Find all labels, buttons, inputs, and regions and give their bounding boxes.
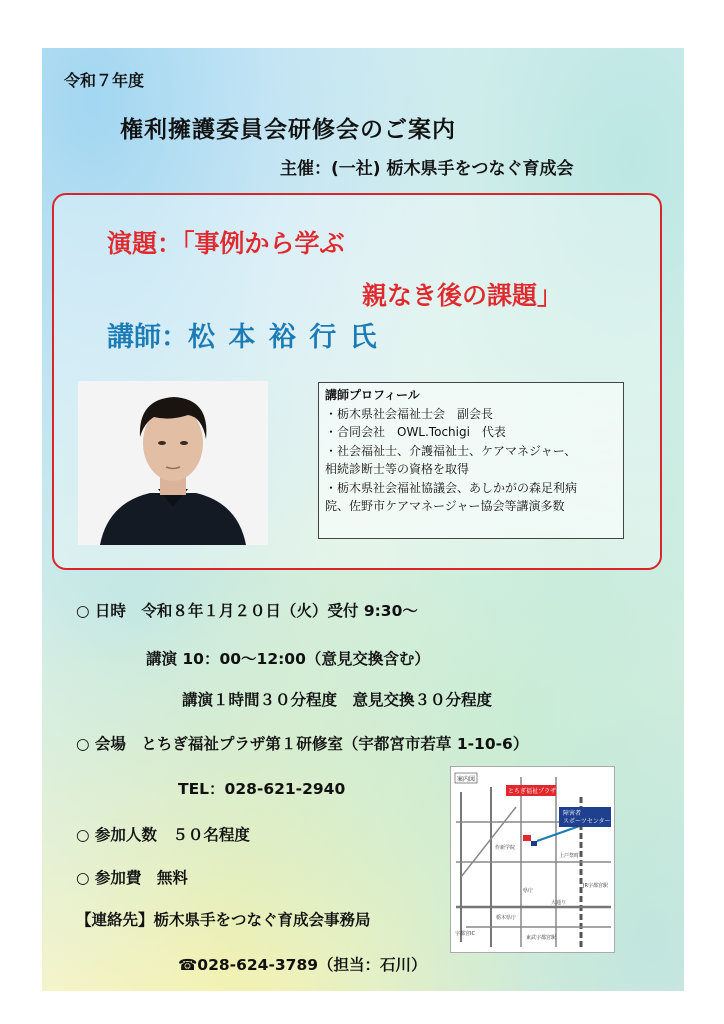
lecturer-photo [78,381,268,545]
map-landmark: 大通り [551,900,567,906]
topic-line-1 [107,224,345,260]
topic-text-1: 「事例から学ぶ [182,229,345,258]
event-date: ○ 日時 令和８年１月２０日（火）受付 9:30～ [76,602,418,620]
map-landmark: 作新学院 [495,845,516,851]
venue-map [450,766,615,953]
lecturer-profile [318,382,624,539]
venue-phone: TEL：028-621-2940 [178,780,346,798]
map-plaza-label: とちぎ福祉プラザ [508,788,557,795]
profile-line: ・社会福祉士、介護福祉士、ケアマネジャー、 [325,443,577,458]
lecturer-line [107,315,379,354]
map-landmark: JR宇都宮駅 [583,883,608,889]
topic-prefix: 演題： [107,229,183,258]
venue: ○ 会場 とちぎ福祉プラザ第１研修室（宇都宮市若草 1-10-6） [76,735,529,753]
map-landmark: 東武宇都宮駅 [526,935,557,941]
map-landmark: 県庁 [523,888,534,894]
topic-line-2: 親なき後の課題」 [362,281,563,310]
participants: ○ 参加人数 ５０名程度 [76,826,250,844]
lecturer-prefix: 講師： [107,322,188,353]
profile-line: 相続診断士等の資格を取得 [325,462,470,476]
fiscal-year: 令和７年度 [64,71,145,90]
map-drawing [451,767,614,952]
lecture-time: 講演 10：00～12:00（意見交換含む） [146,650,430,668]
time-breakdown: 講演１時間３０分程度 意見交換３０分程度 [182,691,493,709]
map-landmark: 上戸祭町 [559,853,580,859]
host-organization: 主催：(一社) 栃木県手をつなぐ育成会 [280,159,574,179]
profile-line: 院、佐野市ケアマネージャー協会等講演多数 [325,499,565,513]
profile-heading: 講師プロフィール [325,388,420,402]
profile-line: ・栃木県社会福祉士会 副会長 [325,406,494,421]
map-sports-label-2: スポーツセンター [563,818,611,825]
profile-line: ・合同会社 OWL.Tochigi 代表 [325,425,506,439]
contact-phone: ☎028-624-3789（担当：石川） [178,956,427,974]
flyer-page [42,48,684,991]
page-title: 権利擁護委員会研修会のご案内 [120,117,456,143]
participation-fee: ○ 参加費 無料 [76,869,188,887]
map-landmark: 栃木県庁 [496,915,517,921]
map-landmark: 宇都宮IC [455,931,475,937]
lecturer-name: 松 本 裕 行 氏 [188,322,379,353]
map-sports-label-1: 障害者 [563,810,582,817]
contact: 【連絡先】栃木県手をつなぐ育成会事務局 [76,911,371,929]
portrait-image [78,381,268,545]
map-title: 案内図 [457,776,476,783]
profile-line: ・栃木県社会福祉協議会、あしかがの森足利病 [325,480,578,495]
